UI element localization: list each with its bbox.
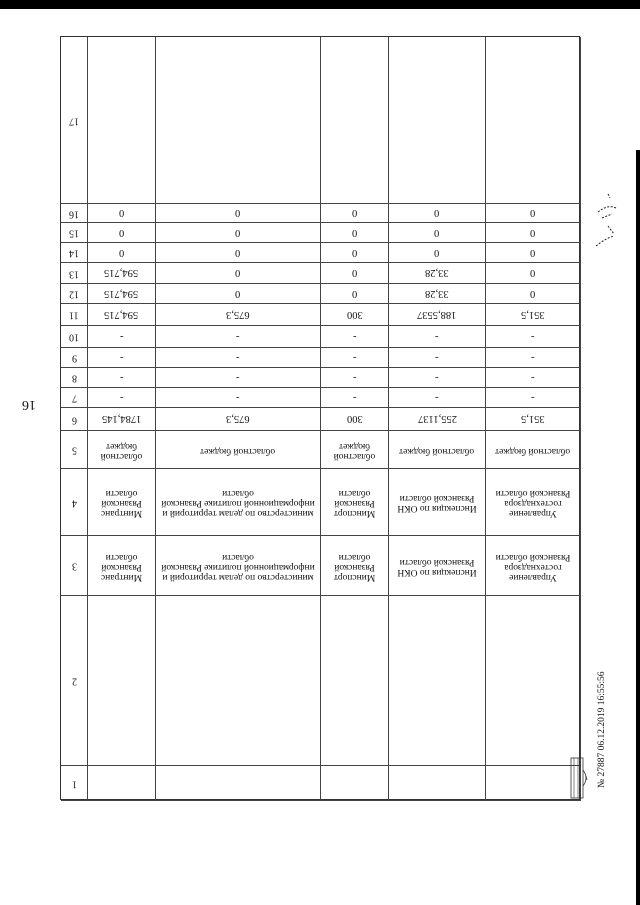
table-cell bbox=[486, 596, 581, 766]
table-cell-text: 0 bbox=[118, 247, 125, 258]
table-cell-text: - bbox=[119, 352, 124, 363]
table-cell-text: - bbox=[119, 331, 124, 342]
table-cell-text: - bbox=[119, 392, 124, 403]
table-cell-text: областной бюджет bbox=[495, 445, 571, 456]
table-cell-text: - bbox=[531, 352, 535, 363]
table-cell-text: областной бюджет bbox=[200, 445, 276, 456]
table-cell bbox=[156, 284, 321, 304]
table-cell-text: - bbox=[435, 372, 439, 383]
table-cell bbox=[88, 431, 156, 469]
column-number-header-text: 7 bbox=[71, 392, 77, 404]
table-cell bbox=[156, 204, 321, 223]
registration-stamp-text: № 27887 06.12.2019 16:55:56 bbox=[597, 671, 607, 788]
scan-edge-right bbox=[636, 150, 640, 905]
column-number-header bbox=[61, 469, 88, 536]
table-cell bbox=[88, 536, 156, 596]
table-cell-text: 0 bbox=[351, 247, 358, 258]
table-cell bbox=[88, 243, 156, 263]
table-cell bbox=[389, 536, 486, 596]
column-number-header bbox=[61, 388, 88, 408]
column-number-header-text: 5 bbox=[71, 444, 77, 456]
column-number-header bbox=[61, 243, 88, 263]
table-cell bbox=[486, 326, 581, 348]
table-cell bbox=[88, 284, 156, 304]
table-cell bbox=[486, 431, 581, 469]
table-cell bbox=[389, 204, 486, 223]
table-cell bbox=[486, 348, 581, 368]
table-cell bbox=[156, 431, 321, 469]
table-cell-text: 0 bbox=[235, 207, 241, 219]
table-cell bbox=[321, 263, 389, 284]
table-cell-text: 351,5 bbox=[521, 413, 545, 425]
table-cell-text: министерство по делам территорий и информационной политике Рязанской области bbox=[161, 488, 315, 518]
table-cell bbox=[88, 388, 156, 408]
table-cell bbox=[389, 223, 486, 243]
column-number-header bbox=[61, 223, 88, 243]
table-cell-text: 0 bbox=[530, 207, 536, 219]
table-cell bbox=[389, 431, 486, 469]
table-cell bbox=[389, 388, 486, 408]
column-number-header bbox=[61, 326, 88, 348]
table-cell-text: Управление гостехнадзора Рязанской области bbox=[495, 488, 571, 518]
table-cell-text: - bbox=[119, 372, 124, 383]
table-cell-text: 0 bbox=[434, 207, 440, 219]
table-cell bbox=[486, 766, 581, 801]
table-cell bbox=[321, 368, 389, 388]
column-number-header-text: 8 bbox=[71, 372, 77, 384]
table-cell-text: Инспекция по ОКН Рязанской области bbox=[397, 493, 477, 513]
table-cell bbox=[486, 304, 581, 326]
table-cell-text: - bbox=[236, 372, 240, 383]
column-number-header-text: 16 bbox=[69, 208, 79, 220]
table-cell bbox=[88, 204, 156, 223]
table-cell-text: - bbox=[236, 352, 240, 363]
table-cell bbox=[321, 326, 389, 348]
table-cell bbox=[88, 766, 156, 801]
page-number: 16 bbox=[22, 397, 36, 412]
table-cell bbox=[389, 408, 486, 431]
table-cell bbox=[321, 348, 389, 368]
table-cell bbox=[389, 304, 486, 326]
table-cell bbox=[156, 326, 321, 348]
table-cell-text: 0 bbox=[530, 288, 536, 299]
table-cell bbox=[486, 368, 581, 388]
column-number-header bbox=[61, 348, 88, 368]
table-cell-text: - bbox=[352, 352, 357, 363]
column-number-header-text: 15 bbox=[69, 227, 79, 239]
table-cell-text: Минспорт Рязанской области bbox=[333, 551, 376, 582]
table-cell-text: Минспорт Рязанской области bbox=[333, 488, 376, 518]
column-number-header bbox=[61, 596, 88, 766]
table-cell bbox=[486, 408, 581, 431]
table-cell bbox=[389, 243, 486, 263]
table-cell bbox=[156, 243, 321, 263]
column-number-header bbox=[61, 37, 88, 204]
table-cell-text: 0 bbox=[351, 267, 358, 279]
table-cell bbox=[321, 304, 389, 326]
table-cell-text: 0 bbox=[351, 288, 358, 299]
table-cell bbox=[321, 388, 389, 408]
table-cell-text: 0 bbox=[530, 227, 536, 238]
table-cell bbox=[88, 223, 156, 243]
table-cell bbox=[321, 408, 389, 431]
table-cell bbox=[321, 37, 389, 204]
table-cell bbox=[156, 469, 321, 536]
table-cell bbox=[88, 37, 156, 204]
column-number-header-text: 12 bbox=[69, 288, 79, 300]
column-number-header-text: 13 bbox=[69, 268, 79, 280]
column-number-header bbox=[61, 204, 88, 223]
table-cell-text: 0 bbox=[235, 227, 241, 238]
table-cell bbox=[321, 536, 389, 596]
scan-edge-top bbox=[0, 0, 640, 9]
table-cell bbox=[88, 348, 156, 368]
table-cell bbox=[156, 223, 321, 243]
table-cell-text: 33,28 bbox=[425, 267, 449, 279]
table-cell bbox=[156, 536, 321, 596]
table-cell bbox=[156, 37, 321, 204]
table-cell bbox=[88, 263, 156, 284]
table-cell-text: Управление гостехнадзора Рязанской области bbox=[495, 551, 571, 582]
table-cell-text: - bbox=[352, 331, 357, 342]
table-cell-text: 0 bbox=[235, 247, 241, 258]
table-cell bbox=[486, 536, 581, 596]
table-cell-text: 0 bbox=[434, 227, 440, 238]
table-cell bbox=[88, 596, 156, 766]
table-cell-text: Инспекция по ОКН Рязанской области bbox=[397, 556, 477, 577]
table-cell-text: 255,1137 bbox=[417, 413, 457, 425]
table-cell bbox=[486, 284, 581, 304]
table-cell bbox=[88, 326, 156, 348]
column-number-header bbox=[61, 368, 88, 388]
table-cell-text: 0 bbox=[351, 207, 358, 219]
table-cell bbox=[389, 284, 486, 304]
table-cell-text: 351,5 bbox=[521, 309, 545, 320]
table-cell bbox=[486, 223, 581, 243]
table-cell bbox=[156, 263, 321, 284]
signature-icon bbox=[588, 190, 624, 250]
table-cell bbox=[88, 469, 156, 536]
table-cell-text: 0 bbox=[530, 267, 536, 279]
table-cell-text: министерство по делам территорий и информационной политике Рязанской области bbox=[161, 551, 315, 582]
column-number-header bbox=[61, 408, 88, 431]
table-cell bbox=[321, 243, 389, 263]
table-cell bbox=[88, 408, 156, 431]
table-cell bbox=[389, 348, 486, 368]
table-cell bbox=[486, 388, 581, 408]
table-cell bbox=[156, 368, 321, 388]
column-number-header-text: 9 bbox=[71, 352, 77, 364]
table-cell-text: 300 bbox=[346, 309, 363, 320]
table-cell bbox=[156, 304, 321, 326]
table-cell bbox=[389, 37, 486, 204]
column-number-header-text: 10 bbox=[69, 331, 79, 343]
table-cell bbox=[321, 596, 389, 766]
table-cell bbox=[156, 388, 321, 408]
table-cell-text: 0 bbox=[530, 247, 536, 258]
table-cell-text: - bbox=[531, 392, 535, 403]
table-cell-text: областной бюджет bbox=[333, 440, 376, 461]
table-cell-text: 0 bbox=[235, 267, 241, 279]
table-cell bbox=[486, 204, 581, 223]
column-number-header-text: 6 bbox=[71, 414, 77, 426]
table-cell-text: 0 bbox=[434, 247, 440, 258]
column-number-header bbox=[61, 304, 88, 326]
table-cell-text: - bbox=[531, 331, 535, 342]
column-number-header-text: 11 bbox=[69, 309, 79, 321]
table-cell bbox=[156, 348, 321, 368]
column-number-header-text: 2 bbox=[71, 675, 77, 687]
table-cell bbox=[389, 368, 486, 388]
table-cell bbox=[156, 408, 321, 431]
table-cell-text: Минтранс Рязанской области bbox=[100, 551, 143, 582]
table-cell-text: - bbox=[435, 392, 439, 403]
table-cell-text: - bbox=[352, 392, 357, 403]
table-cell-text: - bbox=[435, 352, 439, 363]
table-cell-text: 0 bbox=[118, 227, 125, 238]
table-cell bbox=[156, 766, 321, 801]
column-number-header-text: 3 bbox=[71, 560, 77, 572]
table-cell-text: 1784,145 bbox=[101, 413, 142, 425]
table-cell bbox=[321, 204, 389, 223]
column-number-header bbox=[61, 284, 88, 304]
column-number-header-text: 17 bbox=[69, 115, 79, 127]
table-cell-text: 33,28 bbox=[425, 288, 449, 299]
table-cell-text: 594,715 bbox=[104, 309, 139, 320]
table-cell-text: 300 bbox=[346, 413, 363, 425]
table-cell bbox=[389, 263, 486, 284]
table-cell-text: Минтранс Рязанской области bbox=[100, 488, 143, 518]
table-cell bbox=[321, 766, 389, 801]
table-cell-text: - bbox=[236, 392, 240, 403]
table-cell-text: - bbox=[435, 331, 439, 342]
column-number-header bbox=[61, 766, 88, 801]
table-cell-text: 0 bbox=[351, 227, 358, 238]
table-cell bbox=[486, 37, 581, 204]
column-number-header-text: 4 bbox=[71, 497, 77, 509]
table-cell bbox=[389, 469, 486, 536]
table-cell-text: областной бюджет bbox=[399, 445, 475, 456]
table-cell-text: 594,715 bbox=[104, 288, 139, 299]
column-number-header bbox=[61, 536, 88, 596]
table-cell bbox=[486, 243, 581, 263]
table-cell bbox=[88, 304, 156, 326]
table-cell-text: - bbox=[531, 372, 535, 383]
table-cell-text: областной бюджет bbox=[100, 440, 143, 461]
table-cell-text: 0 bbox=[118, 207, 125, 219]
table-cell bbox=[321, 431, 389, 469]
budget-table bbox=[60, 36, 580, 800]
column-number-header-text: 1 bbox=[71, 778, 77, 790]
column-number-header bbox=[61, 263, 88, 284]
table-cell bbox=[389, 326, 486, 348]
table-cell-text: - bbox=[352, 372, 357, 383]
table-cell bbox=[389, 596, 486, 766]
table-cell bbox=[156, 596, 321, 766]
table-cell-text: 0 bbox=[235, 288, 241, 299]
table-cell-text: 675,3 bbox=[226, 413, 250, 425]
table-cell bbox=[321, 469, 389, 536]
table-cell-text: - bbox=[236, 331, 240, 342]
column-number-header bbox=[61, 431, 88, 469]
table-cell bbox=[321, 284, 389, 304]
table-cell-text: 594,715 bbox=[104, 267, 139, 279]
table-cell bbox=[321, 223, 389, 243]
registry-stamp-icon bbox=[570, 756, 588, 800]
table-cell-text: 675,3 bbox=[226, 309, 250, 320]
table-cell bbox=[486, 263, 581, 284]
table-cell-text: 188,5537 bbox=[417, 309, 457, 320]
column-number-header-text: 14 bbox=[69, 247, 79, 259]
table-cell bbox=[486, 469, 581, 536]
table-cell bbox=[88, 368, 156, 388]
table-cell bbox=[389, 766, 486, 801]
